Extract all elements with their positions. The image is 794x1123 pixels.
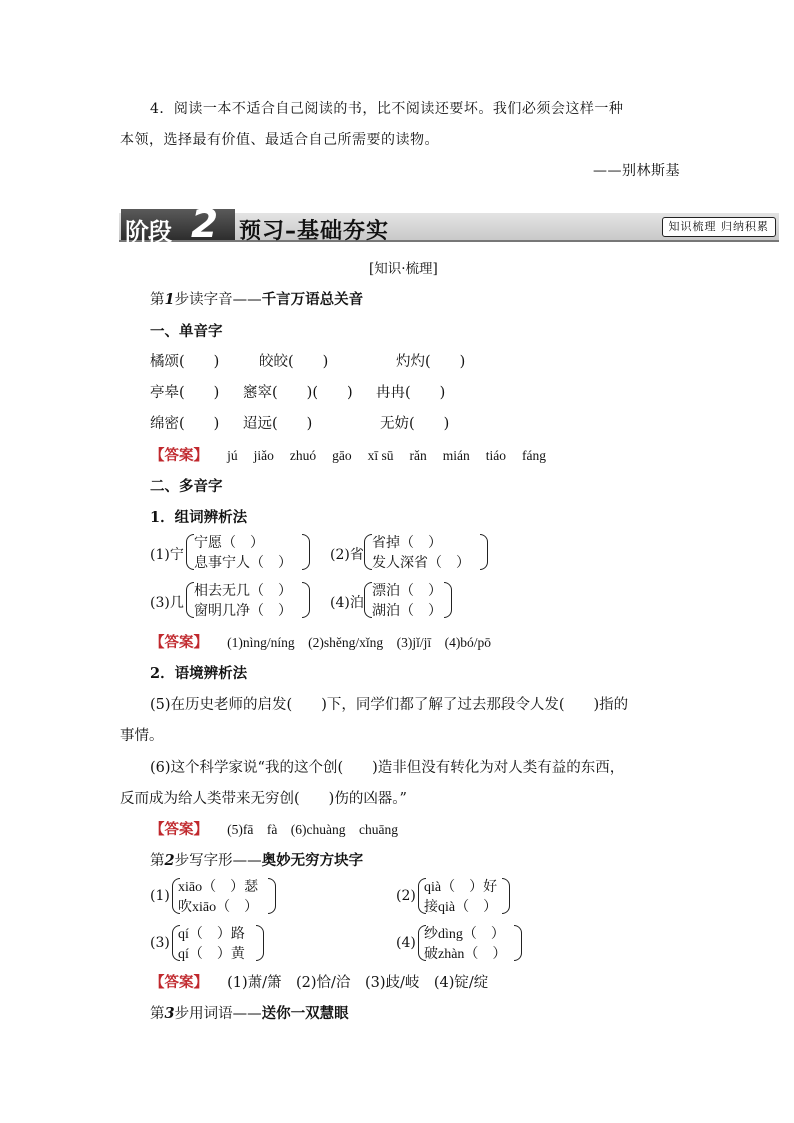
answer-item: gāo [332,448,352,463]
answer-label: 【答案】 [150,974,208,991]
step3-text: 步用词语—— [174,1006,262,1022]
left-brace [186,582,194,618]
group-line: 漂泊（ ） [372,583,442,599]
group-line: qià（ ）好 [424,880,498,895]
answer-item: jiǎo [253,448,274,463]
method1-heading [150,506,247,527]
single-row-1-b: 皎皎( ) [259,354,329,370]
single-row-3-b: 迢远( ) [243,416,313,432]
answer-item: rǎn [409,448,427,463]
stage-number: 2 [191,202,219,247]
group-line: 吹xiāo（ ） [178,900,259,915]
group-lead: (3)几 [150,595,184,611]
group-lead: (2) [396,888,416,904]
right-brace [480,534,488,570]
multi-heading: 二、多音字 [150,478,223,495]
step2-num: 2 [164,852,175,869]
step3-prefix: 第 [150,1006,165,1022]
p5-line-2: 事情。 [120,728,164,744]
shape-group-1 [150,876,290,916]
group-line: 发人深省（ ） [372,555,470,571]
left-brace [186,534,194,570]
single-row-2-c: 冉冉( ) [376,385,446,401]
group-line: qí（ ）路 [178,927,245,942]
right-brace [514,925,522,961]
step3-heading [150,1002,349,1023]
left-brace [364,534,372,570]
right-brace [302,534,310,570]
step2-heading [150,849,363,870]
group-line: qí（ ）黄 [178,947,245,962]
right-brace [444,582,452,618]
brace-group-2 [330,532,500,572]
stage-banner [119,202,779,247]
method1-text: 1．组词辨析法 [150,509,248,526]
step1-text: 步读字音—— [174,292,262,308]
shape-group-3 [150,923,290,963]
single-row-3-c: 无妨( ) [380,416,450,432]
stage-badge [121,202,235,247]
shape-group-2 [396,876,536,916]
single-row-1-a: 橘颂( ) [150,354,220,370]
groups-answer [150,631,491,652]
single-row-2-a: 亭皋( ) [150,385,220,401]
banner-tag: 知识梳理 归纳积累 [662,217,777,237]
answer-item: tiáo [485,448,506,463]
p5-line-1: (5)在历史老师的启发( )下，同学们都了解了过去那段令人发( )指的 [150,697,629,713]
method2-heading [150,662,247,683]
group-line: 宁愿（ ） [194,535,264,551]
answer-label: 【答案】 [150,447,208,464]
method2-text: 2．语境辨析法 [150,665,248,682]
group-line: 破zhàn（ ） [424,947,507,962]
step1-num: 1 [164,291,175,308]
right-brace [256,925,264,961]
groups-answer-text: (1)nìng/níng (2)shěng/xǐng (3)jǐ/jī (4)bó/pō [227,635,492,650]
step2-prefix: 第 [150,853,165,869]
answer-item: mián [442,448,470,463]
step1-heading [150,288,363,309]
shape-answer [150,971,488,992]
context-answer [150,818,398,839]
answer-item: jú [227,448,238,463]
group-lead: (2)省 [330,547,364,563]
group-line: 相去无几（ ） [194,583,292,599]
group-lead: (4)泊 [330,595,364,611]
group-line: xiāo（ ）瑟 [178,880,259,895]
answer-item: fáng [522,448,546,463]
group-line: 省掉（ ） [372,535,442,551]
right-brace [502,878,510,914]
group-lead: (3) [150,935,170,951]
p6-line-2: 反而成为给人类带来无穷创( )伤的凶器。” [120,791,407,807]
left-brace [364,582,372,618]
single-row-2-b: 窸窣( )( ) [243,385,353,401]
group-line: 纱dìng（ ） [424,927,505,942]
single-heading: 一、单音字 [150,323,223,340]
step2-text: 步写字形—— [174,853,262,869]
group-line: 窗明几净（ ） [194,603,292,619]
p6-line-1: (6)这个科学家说“我的这个创( )造非但没有转化为对人类有益的东西， [150,760,625,776]
quote-line-2: 本领，选择最有价值、最适合自己所需要的读物。 [120,132,439,148]
answer-label: 【答案】 [150,821,208,838]
answer-item: xī sū [367,448,394,463]
shape-answer-text: (1)萧/箫 (2)恰/洽 (3)歧/岐 (4)锭/绽 [227,975,489,991]
step2-bold: 奥妙无穷方块字 [261,852,364,869]
context-answer-text: (5)fā fà (6)chuàng chuāng [227,822,399,837]
answer-item: zhuó [289,448,317,463]
brace-group-4 [330,580,500,620]
single-answer [150,444,562,465]
single-row-3-a: 绵密( ) [150,416,220,432]
answer-label: 【答案】 [150,634,208,651]
stage-label: 阶段 [125,218,171,246]
group-line: 接qià（ ） [424,900,498,915]
brace-group-1 [150,532,320,572]
single-row-1-c: 灼灼( ) [396,354,466,370]
quote-line-1: 4．阅读一本不适合自己阅读的书，比不阅读还要坏。我们必须会这样一种 [150,101,624,117]
step3-num: 3 [164,1005,175,1022]
banner-title: 预习–基础夯实 [239,219,390,244]
group-line: 湖泊（ ） [372,603,442,619]
right-brace [302,582,310,618]
shape-group-4 [396,923,536,963]
section-label: [知识·梳理] [369,261,438,277]
group-lead: (1) [150,888,170,904]
step3-bold: 送你一双慧眼 [261,1005,349,1022]
step1-prefix: 第 [150,292,165,308]
brace-group-3 [150,580,320,620]
group-line: 息事宁人（ ） [194,555,292,571]
group-lead: (1)宁 [150,547,184,563]
step1-bold: 千言万语总关音 [261,291,364,308]
group-lead: (4) [396,935,416,951]
right-brace [268,878,276,914]
quote-author: ——别林斯基 [593,163,680,179]
